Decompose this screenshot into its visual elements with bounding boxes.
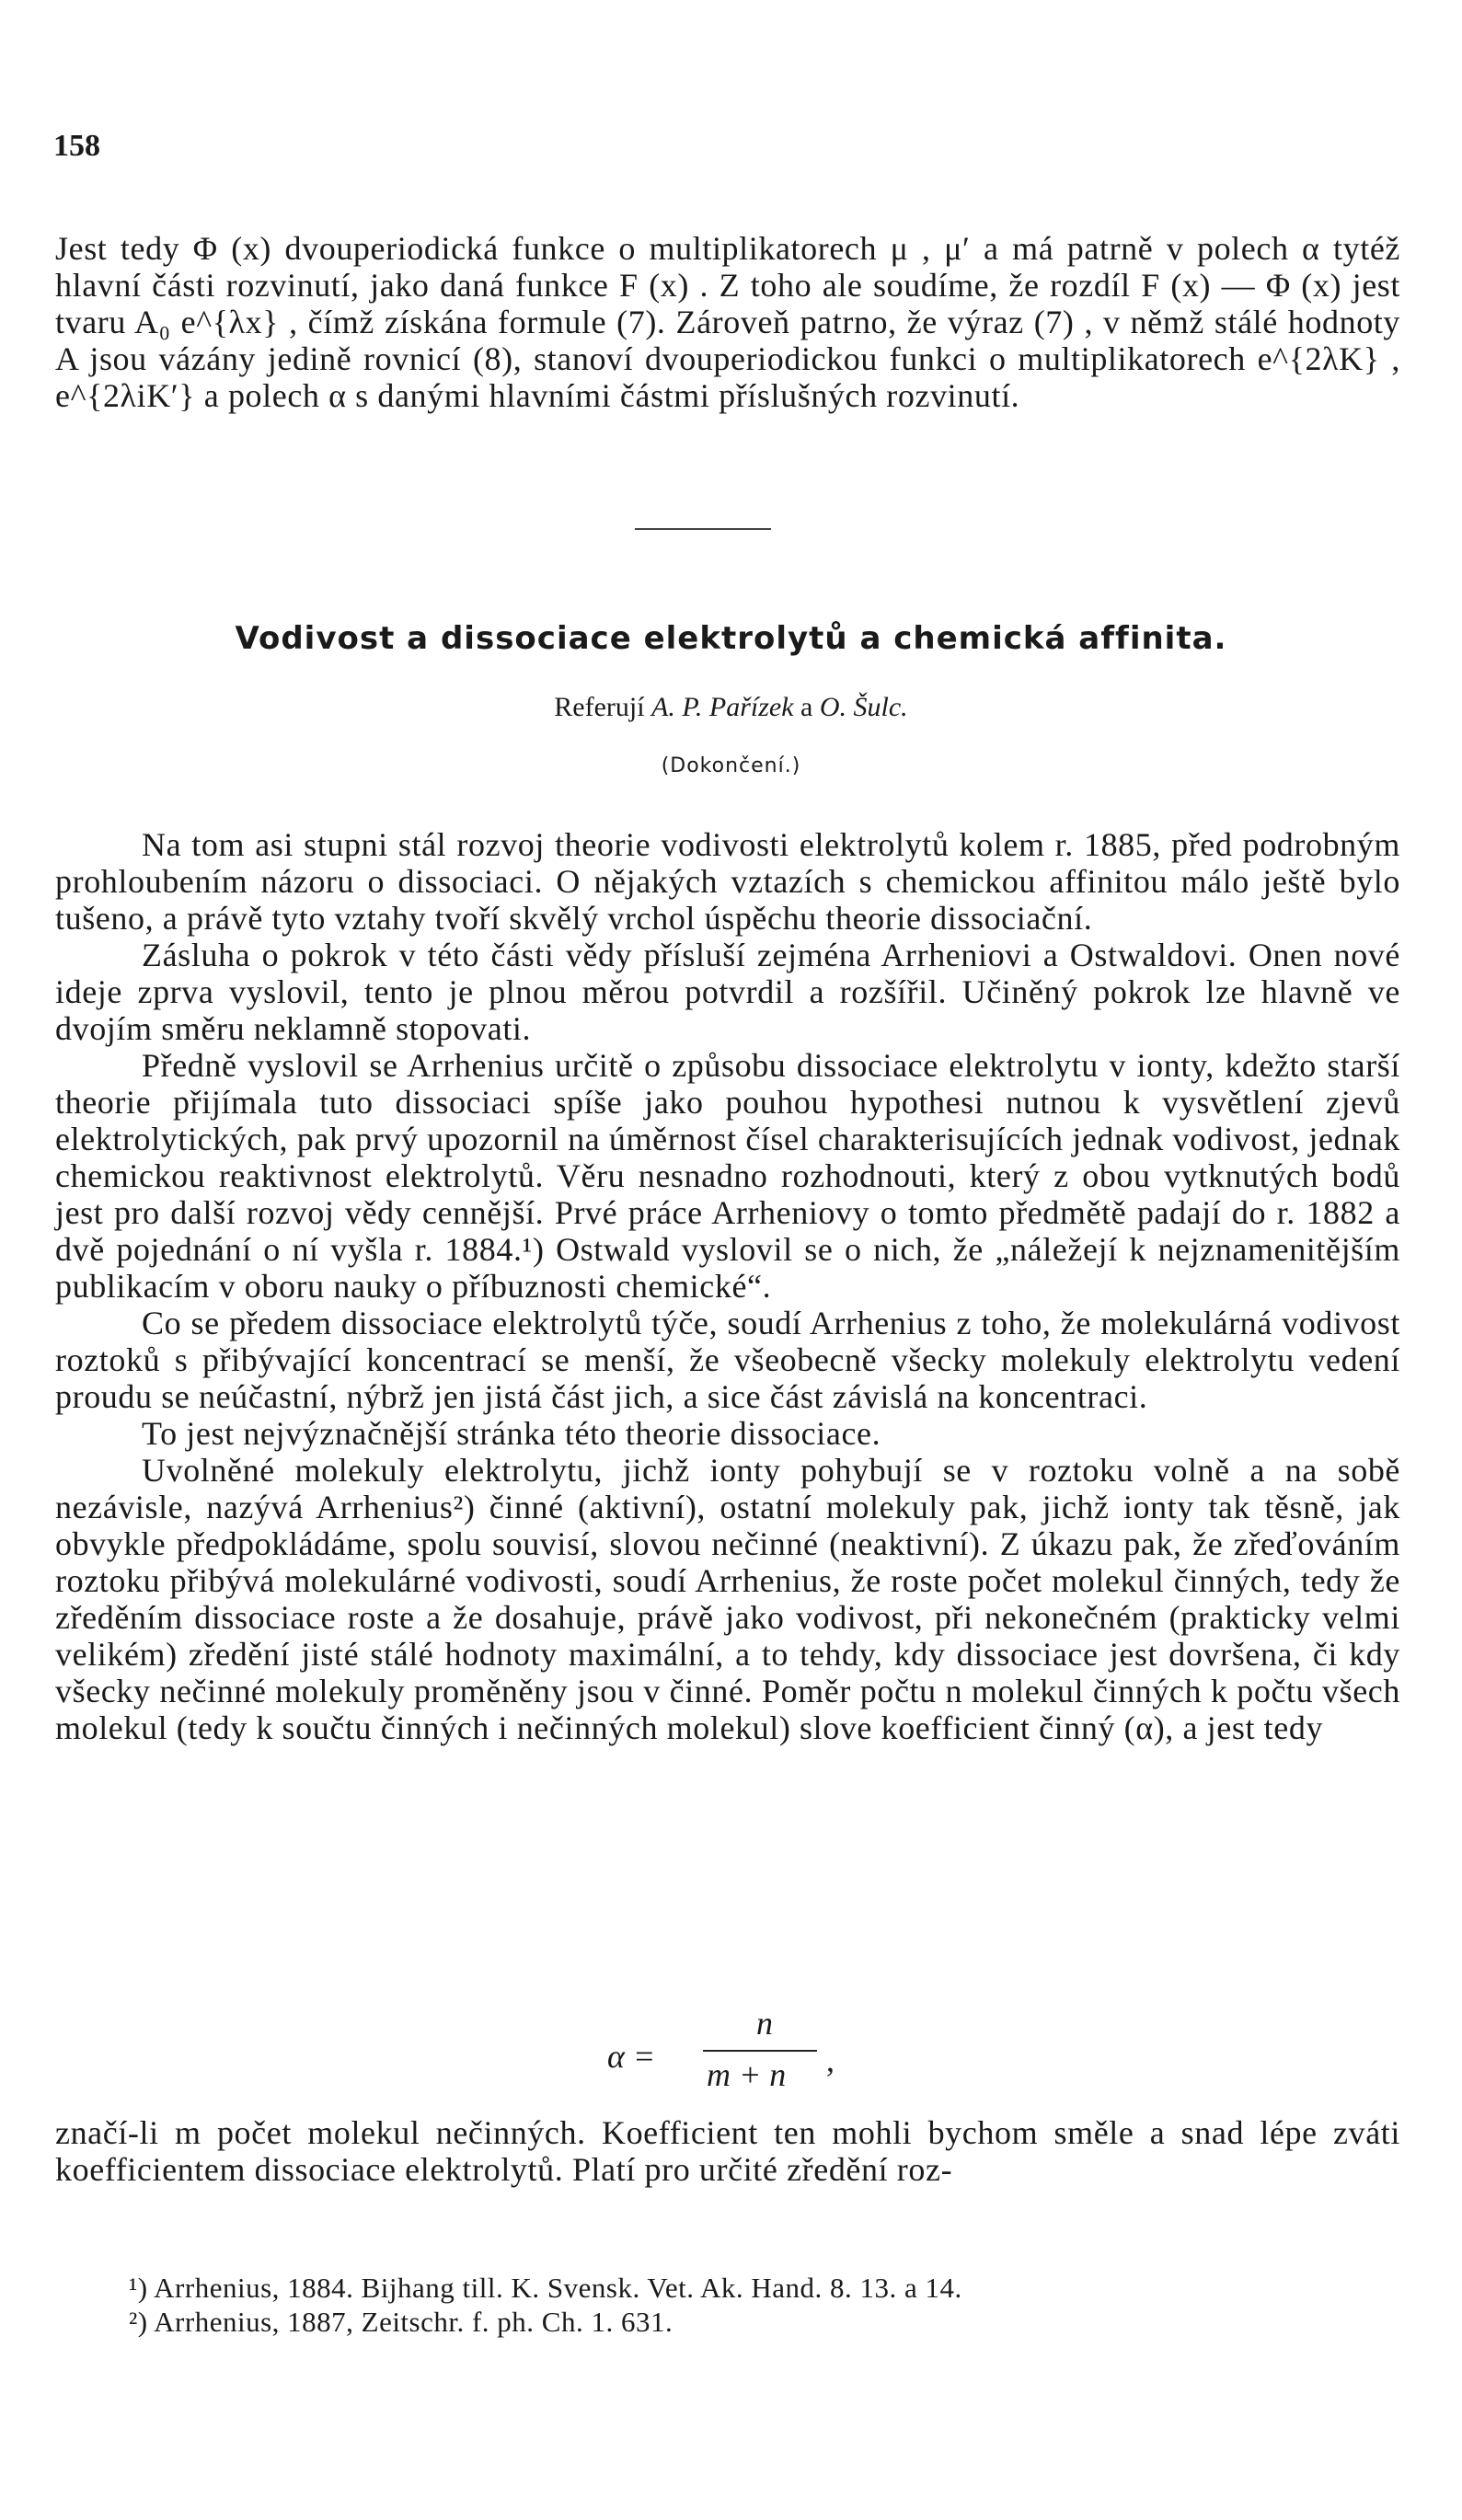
formula-denominator: m + n xyxy=(707,2056,787,2093)
footnote-1: ¹) Arrhenius, 1884. Bijhang till. K. Svensk. Vet. Ak. Hand. 8. 13. a 14. xyxy=(129,2272,962,2304)
paragraph-7: značí-li m počet molekul nečinných. Koefficient ten mohli bychom směle a snad lépe zváti koefficientem dissociace elektrolytů. Platí pro určité zředění roz- xyxy=(55,2114,1400,2188)
byline-and: a xyxy=(800,692,813,722)
continued-note: (Dokončení.) xyxy=(661,754,801,777)
section-title: Vodivost a dissociace elektrolytů a chemická affinita. xyxy=(235,620,1227,657)
intro-paragraph-block xyxy=(55,230,1400,414)
paragraph-2: Zásluha o pokrok v této části vědy přísluší zejména Arrheniovi a Ostwaldovi. Onen nové ideje zprva vyslovil, tento je plnou měrou potvrdil a rozšířil. Učiněný pokrok lze hlavně ve dvojím směru neklamně stopovati. xyxy=(55,937,1400,1047)
paragraph-3: Předně vyslovil se Arrhenius určitě o způsobu dissociace elektrolytu v ionty, kdežto starší theorie přijímala tuto dissociaci spíše jako pouhou hypothesi nutnou k vysvětlení zjevů elektrolytických, pak prvý upozornil na úměrnost čísel charakterisujících jednak vodivost, jednak chemickou reaktivnost elektrolytů. Věru nesnadno rozhodnouti, který z obou vytknutých bodů jest pro další rozvoj vědy cennější. Prvé práce Arrheniovy o tomto předmětě padají do r. 1882 a dvě pojednání o ní vyšla r. 1884.¹) Ostwald vyslovil se o nich, že „náležejí k nejznamenitějším publikacím v oboru nauky o příbuznosti chemické“. xyxy=(55,1047,1400,1305)
byline-prefix: Referují xyxy=(554,692,645,722)
footnotes xyxy=(129,2271,1399,2339)
paragraph-4: Co se předem dissociace elektrolytů týče, soudí Arrhenius z toho, že molekulárná vodivost roztoků s přibývající koncentrací se menší, že všeobecně všecky molekuly elektrolytu vedení proudu se neúčastní, nýbrž jen jistá část jich, a sice část závislá na koncentraci. xyxy=(55,1305,1400,1415)
section-divider xyxy=(635,528,771,530)
author-2: O. Šulc. xyxy=(819,692,908,722)
page-number: 158 xyxy=(53,129,100,163)
paragraph-6: Uvolněné molekuly elektrolytu, jichž ionty pohybují se v roztoku volně a na sobě nezávisle, nazývá Arrhenius²) činné (aktivní), ostatní molekuly pak, jichž ionty tak těsně, jak obvykle předpokládáme, spolu souvisí, slovou nečinné (neaktivní). Z úkazu pak, že zřeďováním roztoku přibývá molekulárné vodivosti, soudí Arrhenius, že roste počet molekul činných, tedy že zředěním dissociace roste a že dosahuje, právě jako vodivost, při nekonečném (prakticky velmi velikém) zředění jisté stálé hodnoty maximální, a to tehdy, kdy dissociace jest dovršena, či kdy všecky nečinné molekuly proměněny jsou v činné. Poměr počtu n molekul činných k počtu všech molekul (tedy k součtu činných i nečinných molekul) slove koefficient činný (α), a jest tedy xyxy=(55,1452,1400,1746)
formula-comma: , xyxy=(826,2042,835,2078)
dissociation-formula xyxy=(607,2004,883,2105)
byline xyxy=(0,692,1462,723)
author-1: A. P. Pařízek xyxy=(651,692,794,722)
paragraph-5: To jest nejvýznačnější stránka této theorie dissociace. xyxy=(142,1415,881,1452)
footnote-2: ²) Arrhenius, 1887, Zeitschr. f. ph. Ch. 1. 631. xyxy=(129,2306,673,2338)
after-formula-text xyxy=(55,2114,1400,2188)
formula-lhs: α = xyxy=(607,2038,656,2075)
intro-paragraph: Jest tedy Φ (x) dvouperiodická funkce o multiplikatorech μ , μ′ a má patrně v polech α tytéž hlavní části rozvinutí, jako daná funkce F (x) . Z toho ale soudíme, že rozdíl F (x) — Φ (x) jest tvaru A₀ e^{λx} , čímž získána formule (7). Zároveň patrno, že výraz (7) , v němž stálé hodnoty A jsou vázány jedině rovnicí (8), stanoví dvouperiodickou funkci o multiplikatorech e^{2λK} , e^{2λiK′} a polech α s danými hlavními částmi příslušných rozvinutí. xyxy=(55,230,1400,414)
fraction-bar xyxy=(703,2050,817,2052)
article-body xyxy=(55,826,1400,1746)
formula-numerator: n xyxy=(756,2005,773,2042)
paragraph-1: Na tom asi stupni stál rozvoj theorie vodivosti elektrolytů kolem r. 1885, před podrobným prohloubením názoru o dissociaci. O nějakých vztazích s chemickou affinitou málo ještě bylo tušeno, a právě tyto vztahy tvoří skvělý vrchol úspěchu theorie dissociační. xyxy=(55,826,1400,937)
